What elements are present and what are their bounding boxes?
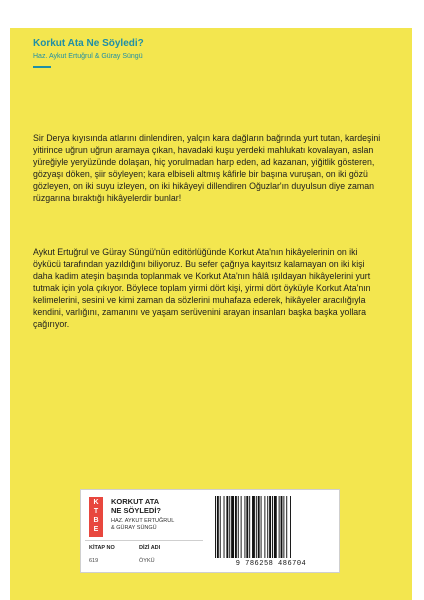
back-cover	[10, 28, 412, 600]
kitap-no-value: 619	[89, 558, 99, 564]
blurb-paragraph-2: Aykut Ertuğrul ve Güray Süngü'nün editörlüğünde Korkut Ata'nın hikâyelerinin on iki öykücü tarafından yazıldığını biliyoruz. Bu sefer çağrıya kayıtsız kalamayan on iki kişi daha kadim ateşin başında toplanmak ve Korkut Ata'nın hâlâ ışıldayan hikâyelerini yurt tutmak için yola çıkıyor. Böylece toplam yirmi dört kişi, yirmi dört öyküyle Korkut Ata'nın kelimelerini, sesini ve kimi zaman da sözlerini muhafaza ederek, hikâyeler aracılığıyla kendini, varlığını, zamanını ve yaşam serüvenini arayan insanları başka başka yollara çağırıyor.	[33, 247, 371, 329]
logo-letter: E	[93, 526, 99, 533]
logo-letter: K	[93, 499, 99, 506]
info-box	[80, 489, 340, 573]
book-title: Korkut Ata Ne Söyledi?	[33, 38, 144, 49]
dizi-adi-value: ÖYKÜ	[139, 558, 155, 564]
box-divider	[85, 540, 203, 541]
publisher-logo	[89, 497, 103, 537]
box-authors: HAZ. AYKUT ERTUĞRUL & GÜRAY SÜNGÜ	[111, 518, 175, 531]
header-rule	[33, 66, 51, 68]
blurb-paragraph-1: Sir Derya kıyısında atlarını dinlendiren, yalçın kara dağların bağrında yurt tutan, kardeşini yitirince uğrun uğrun aramaya çıkan, havadaki kuşu yerdeki mahlukatı kovalayan, aslan yüreğiyle yeryüzünde dolaşan, hiç yorulmadan harp eden, ad kazanan, yiğitlik gösteren, gözyaşı döken, şiir söyleyen; kara elbiseli altmış kâfirle bir başına vuruşan, on iki gözü gözleyen, on iki suyu izleyen, on iki hikâyeyi dillendiren Oğuzlar'ın duyulsun diye zaman rüzgarına bıraktığı hikâyelerdir bunlar!	[33, 133, 381, 203]
logo-letter: B	[93, 517, 99, 524]
dizi-adi-label: DİZİ ADI	[139, 545, 161, 551]
barcode	[211, 494, 331, 560]
isbn-number: 9 786258 486704	[235, 560, 307, 568]
box-book-title: KORKUT ATA NE SÖYLEDİ?	[111, 497, 162, 515]
logo-letter: T	[93, 508, 99, 515]
book-editors: Haz. Aykut Ertuğrul & Güray Süngü	[33, 53, 143, 60]
kitap-no-label: KİTAP NO	[89, 545, 115, 551]
